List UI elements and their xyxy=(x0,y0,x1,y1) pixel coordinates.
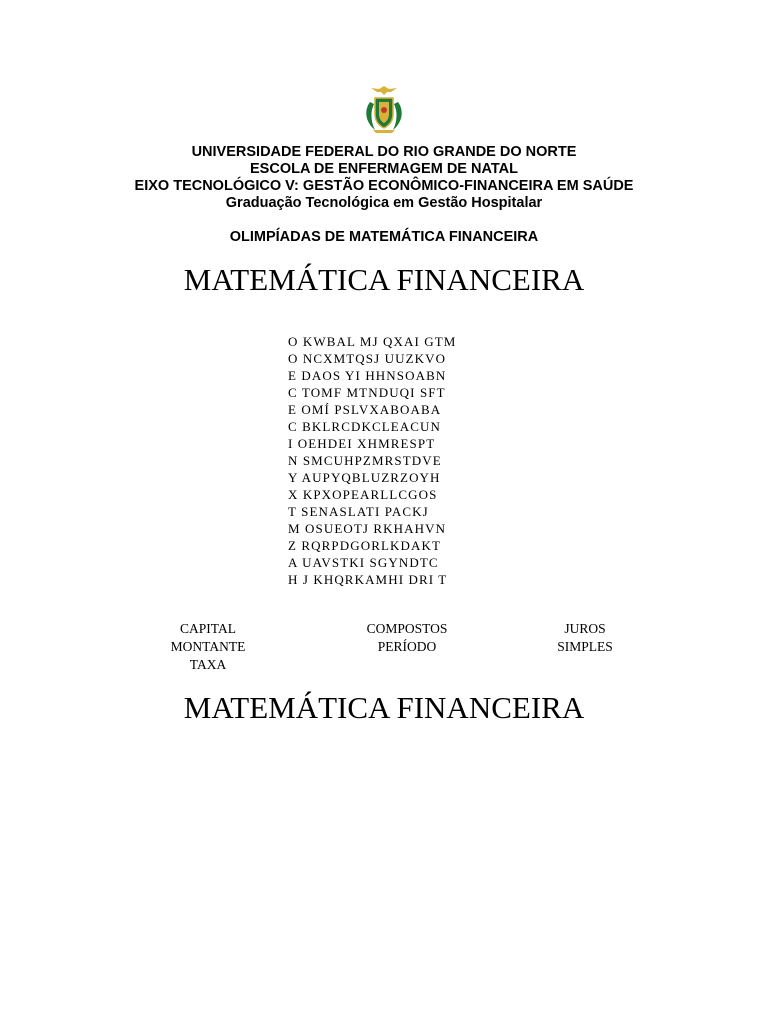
word-periodo: PERÍODO xyxy=(377,639,437,654)
word-list-column-1 xyxy=(150,620,266,674)
grid-row: M OSUEOTJ RKHAHVN xyxy=(288,521,447,536)
grid-row: N SMCUHPZMRSTDVE xyxy=(288,453,442,468)
word-juros: JUROS xyxy=(564,621,606,636)
page-title: MATEMÁTICA FINANCEIRA xyxy=(183,262,585,297)
grid-row: O KWBAL MJ QXAI GTM xyxy=(288,334,457,349)
grid-row: C TOMF MTNDUQI SFT xyxy=(288,385,446,400)
university-emblem-icon xyxy=(361,84,407,136)
grid-row: Z RQRPDGORLKDAKT xyxy=(288,538,442,553)
word-montante: MONTANTE xyxy=(170,639,246,654)
word-list-column-2 xyxy=(346,620,468,656)
grid-row: E OMÍ PSLVXABOABA xyxy=(288,402,442,417)
page-title-bottom: MATEMÁTICA FINANCEIRA xyxy=(183,690,585,725)
course-name: Graduação Tecnológica em Gestão Hospitalar xyxy=(225,195,543,211)
university-name: UNIVERSIDADE FEDERAL DO RIO GRANDE DO NORTE xyxy=(191,144,577,160)
word-search-grid xyxy=(288,333,456,588)
grid-row: T SENASLATI PACKJ xyxy=(288,504,429,519)
grid-row: O NCXMTQSJ UUZKVO xyxy=(288,351,447,366)
word-list-column-3 xyxy=(540,620,630,656)
grid-row: X KPXOPEARLLCGOS xyxy=(288,487,438,502)
institution-header xyxy=(0,144,768,212)
grid-row: E DAOS YI HHNSOABN xyxy=(288,368,447,383)
grid-row: A UAVSTKI SGYNDTC xyxy=(288,555,439,570)
grid-row: H J KHQRKAMHI DRI T xyxy=(288,572,448,587)
event-title: OLIMPÍADAS DE MATEMÁTICA FINANCEIRA xyxy=(229,229,539,245)
school-name: ESCOLA DE ENFERMAGEM DE NATAL xyxy=(250,161,518,177)
word-simples: SIMPLES xyxy=(557,639,613,654)
word-taxa: TAXA xyxy=(189,657,227,672)
grid-row: Y AUPYQBLUZRZOYH xyxy=(288,470,441,485)
grid-row: C BKLRCDKCLEACUN xyxy=(288,419,442,434)
grid-row: I OEHDEI XHMRESPT xyxy=(288,436,436,451)
word-compostos: COMPOSTOS xyxy=(366,621,448,636)
technological-axis: EIXO TECNOLÓGICO V: GESTÃO ECONÔMICO-FINANCEIRA EM SAÚDE xyxy=(134,178,634,194)
word-capital: CAPITAL xyxy=(180,621,236,636)
